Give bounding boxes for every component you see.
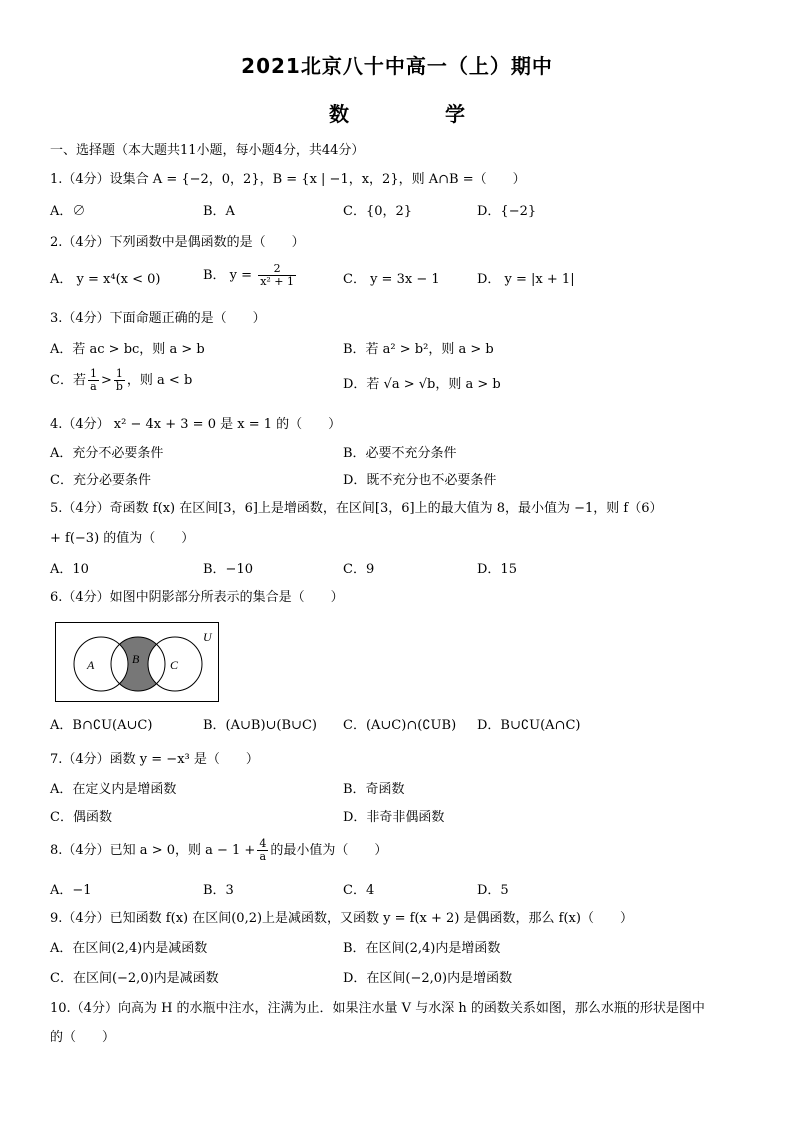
question-9-stem: 9.（4分）已知函数 f(x) 在区间(0,2)上是减函数，又函数 y = f(x + 2) 是偶函数，那么 f(x)（ ） [50, 911, 633, 926]
subject-title: 数 学 [329, 102, 503, 126]
question-3-stem: 3.（4分）下面命题正确的是（ ） [50, 311, 266, 326]
q6-option-c: C．(A∪C)∩(∁UB) [343, 718, 457, 733]
q9-option-a: A．在区间(2,4)内是减函数 [50, 941, 208, 956]
venn-label-c: C [170, 658, 179, 672]
q6-option-d: D．B∪∁U(A∩C) [477, 718, 581, 733]
q7-option-c: C．偶函数 [50, 810, 112, 825]
q2-option-d: D． y = |x + 1| [477, 272, 575, 287]
venn-label-b: B [132, 652, 140, 666]
q5-option-c: C．9 [343, 562, 375, 577]
question-5-stem-line2: + f(−3) 的值为（ ） [50, 531, 195, 546]
section-heading: 一、选择题（本大题共11小题，每小题4分，共44分） [50, 143, 365, 158]
question-10-stem-line2: 的（ ） [50, 1030, 116, 1045]
q1-option-d: D．{−2} [477, 204, 537, 219]
q1-option-b: B．A [203, 204, 235, 219]
q3-option-a: A．若 ac > bc，则 a > b [50, 342, 205, 357]
q3-option-d: D．若 √a > √b，则 a > b [343, 377, 501, 392]
venn-label-u: U [203, 630, 212, 644]
page-title: 2021北京八十中高一（上）期中 [241, 54, 553, 78]
question-4-stem: 4.（4分） x² − 4x + 3 = 0 是 x = 1 的（ ） [50, 417, 342, 432]
q7-option-b: B．奇函数 [343, 782, 405, 797]
q6-option-b: B．(A∪B)∪(B∪C) [203, 718, 317, 733]
q4-option-b: B．必要不充分条件 [343, 446, 457, 461]
q9-option-d: D．在区间(−2,0)内是增函数 [343, 971, 513, 986]
q2-option-a: A． y = x⁴(x < 0) [50, 272, 161, 287]
question-7-stem: 7.（4分）函数 y = −x³ 是（ ） [50, 752, 259, 767]
q1-option-c: C．{0，2} [343, 204, 413, 219]
q8-option-a: A．−1 [50, 883, 92, 898]
q3-option-c: C．若 $\frac{1}{a}$ > $\frac{1}{b}$ ，则 a < b [50, 367, 193, 393]
venn-label-a: A [87, 658, 95, 672]
q8-option-d: D．5 [477, 883, 509, 898]
question-6-stem: 6.（4分）如图中阴影部分所表示的集合是（ ） [50, 590, 344, 605]
q2-option-c: C． y = 3x − 1 [343, 272, 440, 287]
q9-option-c: C．在区间(−2,0)内是减函数 [50, 971, 219, 986]
q2-option-b: B． y = $\frac{2}{\text{x² + 1}}$ [203, 262, 295, 288]
q5-option-a: A．10 [50, 562, 89, 577]
q1-option-a: A．∅ [50, 204, 86, 219]
question-5-stem-line1: 5.（4分）奇函数 f(x) 在区间[3，6]上是增函数，在区间[3，6]上的最大值为 8，最小值为 −1，则 f（6） [50, 501, 663, 516]
question-10-stem-line1: 10.（4分）向高为 H 的水瓶中注水，注满为止．如果注水量 V 与水深 h 的函数关系如图，那么水瓶的形状是图中 [50, 1001, 705, 1016]
q7-option-a: A．在定义内是增函数 [50, 782, 177, 797]
q7-option-d: D．非奇非偶函数 [343, 810, 445, 825]
q8-option-c: C．4 [343, 883, 375, 898]
q5-option-b: B．−10 [203, 562, 253, 577]
question-1-stem: 1.（4分）设集合 A = {−2，0，2}，B = {x | −1，x，2}，则 A∩B =（ ） [50, 172, 526, 187]
venn-diagram-svg [56, 623, 217, 700]
q4-option-c: C．充分必要条件 [50, 473, 151, 488]
q5-option-d: D．15 [477, 562, 517, 577]
q3-option-b: B．若 a² > b²，则 a > b [343, 342, 494, 357]
q6-option-a: A．B∩∁U(A∪C) [50, 718, 153, 733]
q9-option-b: B．在区间(2,4)内是增函数 [343, 941, 501, 956]
q4-option-d: D．既不充分也不必要条件 [343, 473, 497, 488]
question-8-stem: 8.（4分）已知 a > 0，则 a − 1 + $\frac{4}{a}$ 的最小值为（ ） [50, 837, 388, 863]
q8-option-b: B．3 [203, 883, 234, 898]
venn-diagram [55, 622, 219, 702]
q4-option-a: A．充分不必要条件 [50, 446, 164, 461]
question-2-stem: 2.（4分）下列函数中是偶函数的是（ ） [50, 235, 305, 250]
